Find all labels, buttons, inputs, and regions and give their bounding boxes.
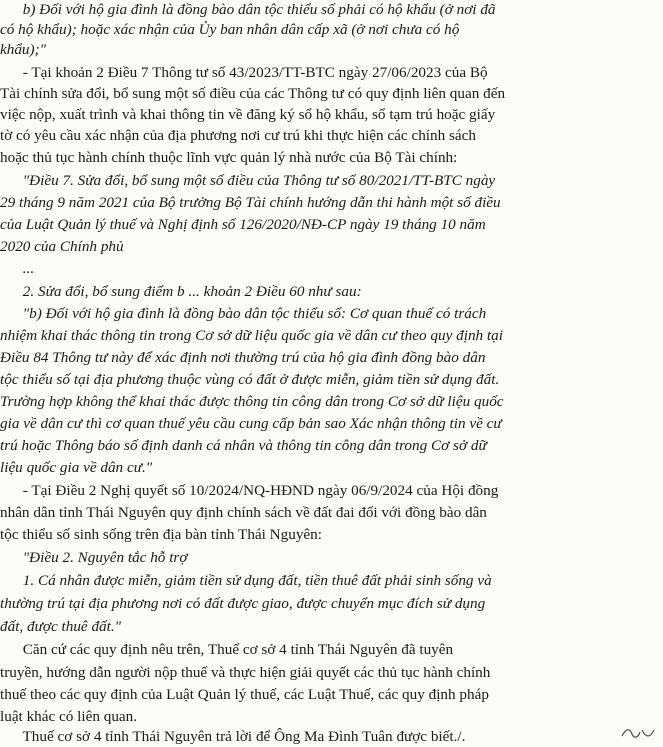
text-line: "b) Đối với hộ gia đình là đồng bào dân tộc thiểu số: Cơ quan thuế có trách	[0, 305, 487, 322]
text-line: ...	[0, 260, 35, 277]
text-line: Trường hợp không thể khai thác được thông tin công dân trong Cơ sở dữ liệu quốc	[0, 393, 504, 410]
text-line: có hộ khẩu); hoặc xác nhận của Ủy ban nhân dân cấp xã (ở nơi chưa có hộ	[0, 21, 460, 38]
text-line: gia về dân cư thì cơ quan thuế yêu cầu cung cấp bản sao Xác nhận thông tin về cư	[0, 415, 502, 432]
text-line: thường trú tại địa phương nơi có đất được giao, được chuyển mục đích sử dụng	[0, 595, 486, 612]
text-line: nhân dân tỉnh Thái Nguyên quy định chính sách về đất đai đối với đồng bào dân	[0, 504, 487, 521]
text-line: Tài chính sửa đổi, bổ sung một số điều của các Thông tư có quy định liên quan đến	[0, 85, 506, 102]
text-line: b) Đối với hộ gia đình là đồng bào dân tộc thiểu số phải có hộ khẩu (ở nơi đã	[0, 1, 496, 18]
text-line: 2020 của Chính phủ	[0, 238, 124, 255]
text-line: của Luật Quản lý thuế và Nghị định số 126/2020/NĐ-CP ngày 19 tháng 10 năm	[0, 216, 486, 233]
text-line: hoặc thủ tục hành chính thuộc lĩnh vực quản lý nhà nước của Bộ Tài chính:	[0, 149, 458, 166]
text-line: nhiệm khai thác thông tin trong Cơ sở dữ liệu quốc gia về dân cư theo quy định tại	[0, 327, 503, 344]
initials-mark	[620, 724, 656, 742]
text-line: tộc thiểu số tại địa phương thuộc vùng có đất ở được miễn, giảm tiền sử dụng đất.	[0, 371, 500, 388]
text-line: Điều 84 Thông tư này để xác định nơi thường trú của hộ gia đình đồng bào dân	[0, 349, 486, 366]
text-line: - Tại Điều 2 Nghị quyết số 10/2024/NQ-HĐND ngày 06/9/2024 của Hội đồng	[0, 482, 499, 499]
text-line: luật khác có liên quan.	[0, 708, 138, 725]
text-line: trú hoặc Thông báo số định danh cá nhân và thông tin công dân trong Cơ sở dữ	[0, 437, 487, 454]
text-line: 29 tháng 9 năm 2021 của Bộ trưởng Bộ Tài chính hướng dẫn thi hành một số điều	[0, 194, 501, 211]
text-line: thuế theo các quy định của Luật Quản lý thuế, các Luật Thuế, các quy định pháp	[0, 686, 489, 703]
text-line: Căn cứ các quy định nêu trên, Thuế cơ sở 4 tỉnh Thái Nguyên đã tuyên	[0, 641, 454, 658]
text-line: 1. Cá nhân được miễn, giảm tiền sử dụng đất, tiền thuê đất phải sinh sống và	[0, 572, 492, 589]
text-line: đất, được thuê đất."	[0, 618, 122, 635]
text-line: truyền, hướng dẫn người nộp thuế và thực hiện giải quyết các thủ tục hành chính	[0, 664, 491, 681]
text-line: khẩu);"	[0, 41, 47, 58]
text-line: tờ có yêu cầu xác nhận của địa phương nơi cư trú khi thực hiện các chính sách	[0, 127, 476, 144]
text-line: liệu quốc gia về dân cư."	[0, 459, 153, 476]
text-line: tộc thiểu số sinh sống trên địa bàn tỉnh Thái Nguyên:	[0, 526, 322, 543]
text-line: 2. Sửa đổi, bổ sung điểm b ... khoản 2 Điều 60 như sau:	[0, 283, 362, 300]
text-line: việc nộp, xuất trình và khai thông tin về đăng ký sổ hộ khẩu, sổ tạm trú hoặc giấy	[0, 106, 496, 123]
text-line: "Điều 2. Nguyên tắc hỗ trợ	[0, 549, 188, 566]
text-line: Thuế cơ sở 4 tỉnh Thái Nguyên trả lời để Ông Ma Đình Tuân được biết./.	[0, 728, 466, 745]
text-line: - Tại khoản 2 Điều 7 Thông tư số 43/2023/TT-BTC ngày 27/06/2023 của Bộ	[0, 64, 488, 81]
text-line: "Điều 7. Sửa đổi, bổ sung một số điều của Thông tư số 80/2021/TT-BTC ngày	[0, 172, 496, 189]
